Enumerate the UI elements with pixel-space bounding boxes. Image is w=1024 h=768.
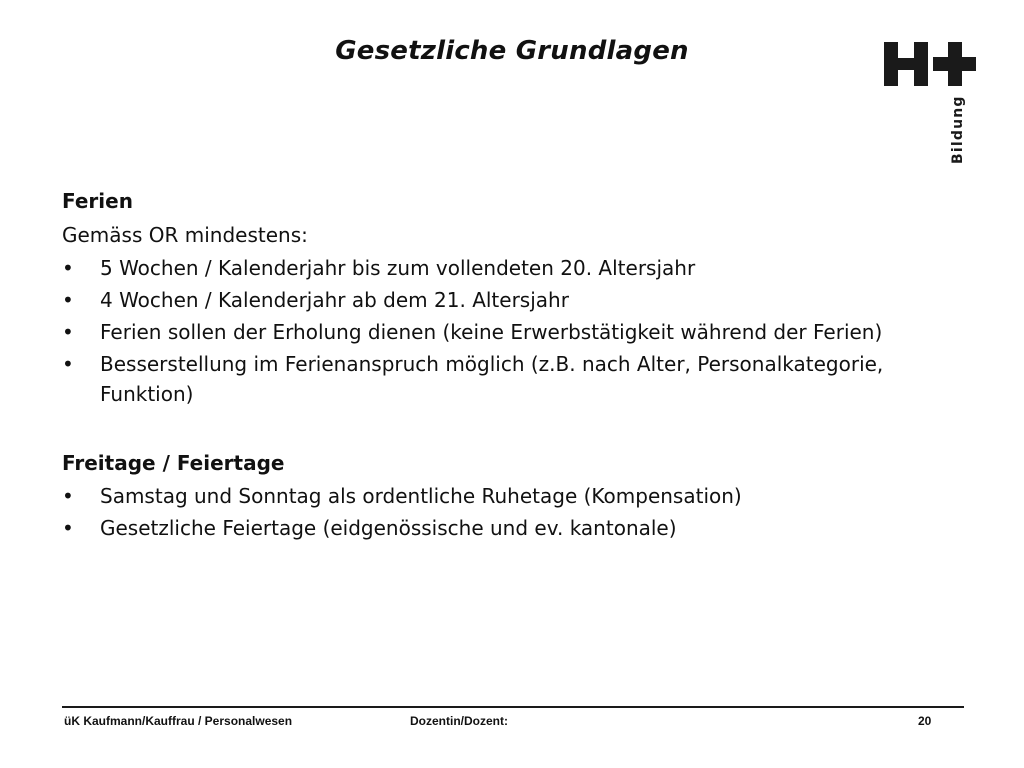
bullet-marker: • xyxy=(62,320,74,344)
hplus-bildung-logo xyxy=(884,40,976,170)
bullet-marker: • xyxy=(62,352,74,376)
footer-divider xyxy=(62,706,964,708)
bullet-marker: • xyxy=(62,288,74,312)
bullet-text: 4 Wochen / Kalenderjahr ab dem 21. Altersjahr xyxy=(100,288,569,312)
bullet-item xyxy=(62,513,962,543)
bullet-item xyxy=(62,317,962,347)
footer-course: üK Kaufmann/Kauffrau / Personalwesen xyxy=(64,714,293,728)
footer-instructor: Dozentin/Dozent: xyxy=(410,714,508,728)
bullet-text: Gesetzliche Feiertage (eidgenössische und ev. kantonale) xyxy=(100,516,677,540)
bullet-list-ferien xyxy=(62,253,962,409)
bullet-marker: • xyxy=(62,516,74,540)
bullet-item xyxy=(62,285,962,315)
bullet-text: Besserstellung im Ferienanspruch möglich (z.B. nach Alter, Personalkategorie, Funktion) xyxy=(100,352,884,406)
bullet-text: 5 Wochen / Kalenderjahr bis zum vollendeten 20. Altersjahr xyxy=(100,256,696,280)
section-spacer xyxy=(62,409,962,447)
bullet-marker: • xyxy=(62,484,74,508)
bullet-text: Samstag und Sonntag als ordentliche Ruhetage (Kompensation) xyxy=(100,484,742,508)
bullet-list-freitage xyxy=(62,481,962,543)
bullet-item xyxy=(62,349,962,409)
section-heading-freitage: Freitage / Feiertage xyxy=(62,451,285,475)
section-heading-ferien: Ferien xyxy=(62,189,133,213)
slide-body xyxy=(62,185,962,543)
intro-text: Gemäss OR mindestens: xyxy=(62,223,308,247)
bullet-item xyxy=(62,253,962,283)
bullet-text: Ferien sollen der Erholung dienen (keine Erwerbstätigkeit während der Ferien) xyxy=(100,320,883,344)
logo-subtext: Bildung xyxy=(950,95,966,164)
slide-title: Gesetzliche Grundlagen xyxy=(335,36,689,66)
bullet-item xyxy=(62,481,962,511)
bullet-marker: • xyxy=(62,256,74,280)
page-number: 20 xyxy=(918,714,932,728)
